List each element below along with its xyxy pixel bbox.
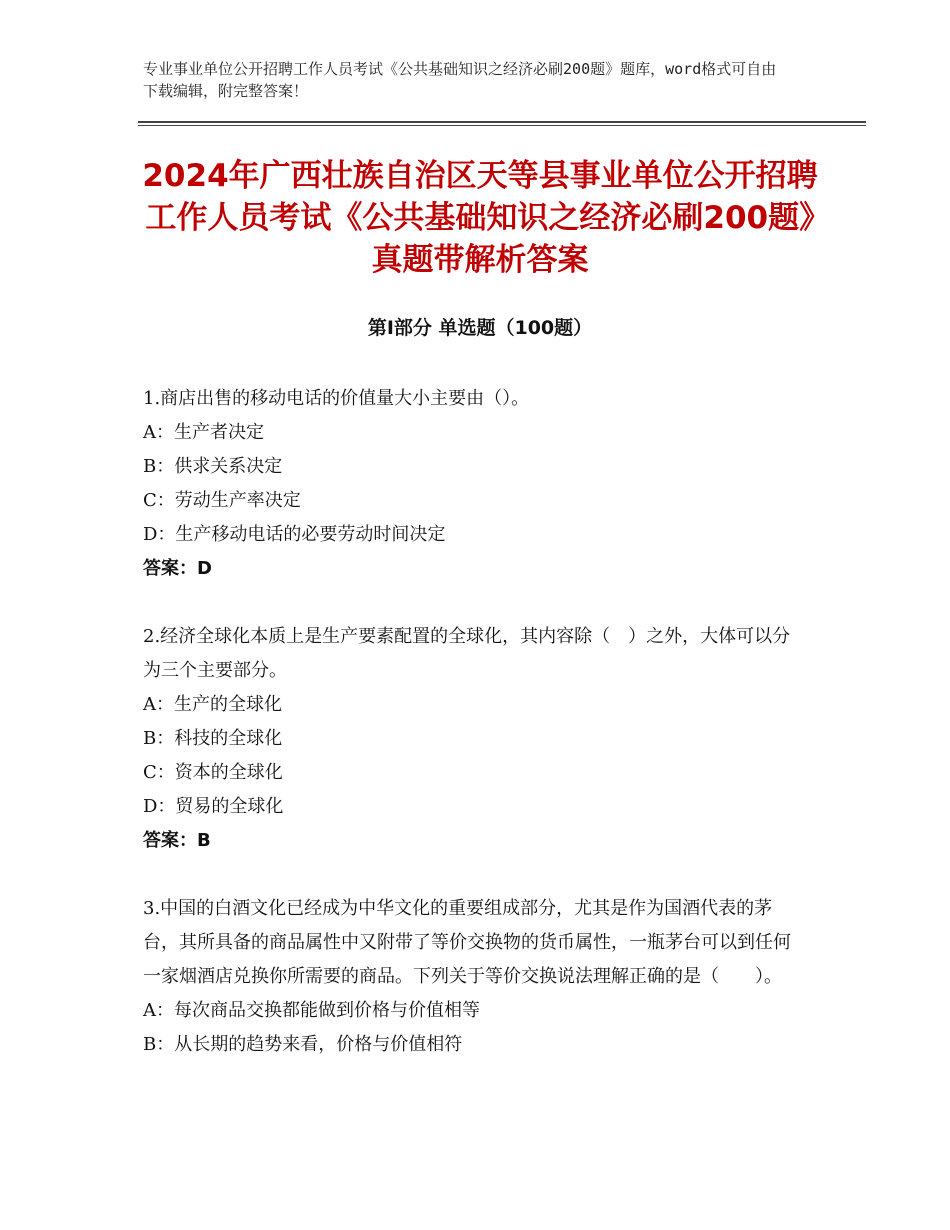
option-a: A：生产的全球化 bbox=[143, 694, 282, 715]
header-divider-thin bbox=[138, 125, 866, 126]
header-divider-thick bbox=[138, 121, 866, 123]
question-2 bbox=[143, 620, 803, 858]
question-stem: 1.商店出售的移动电话的价值量大小主要由（）。 bbox=[143, 388, 530, 409]
option-b: B：供求关系决定 bbox=[143, 456, 283, 477]
option-c: C：劳动生产率决定 bbox=[143, 490, 301, 511]
answer-label: 答案：B bbox=[143, 830, 211, 851]
question-stem: 3.中国的白酒文化已经成为中华文化的重要组成部分，尤其是作为国酒代表的茅台，其所具备的商品属性中又附带了等价交换物的货币属性，一瓶茅台可以到任何一家烟酒店兑换你所需要的商品。下列关于等价交换说法理解正确的是（ ）。 bbox=[143, 898, 791, 987]
option-a: A：生产者决定 bbox=[143, 422, 264, 443]
option-d: D：生产移动电话的必要劳动时间决定 bbox=[143, 524, 446, 545]
option-b: B：从长期的趋势来看，价格与价值相符 bbox=[143, 1034, 463, 1055]
question-1 bbox=[143, 382, 803, 586]
answer-label: 答案：D bbox=[143, 558, 212, 579]
option-a: A：每次商品交换都能做到价格与价值相等 bbox=[143, 1000, 480, 1021]
section-title: 第Ⅰ部分 单选题（100题） bbox=[367, 317, 593, 339]
question-3 bbox=[143, 892, 803, 1062]
option-b: B：科技的全球化 bbox=[143, 728, 283, 749]
question-list bbox=[143, 382, 803, 1096]
option-d: D：贸易的全球化 bbox=[143, 796, 284, 817]
question-stem: 2.经济全球化本质上是生产要素配置的全球化，其内容除（ ）之外，大体可以分为三个主要部分。 bbox=[143, 626, 791, 681]
header-note: 专业事业单位公开招聘工作人员考试《公共基础知识之经济必刷200题》题库，word格式可自由下载编辑，附完整答案！ bbox=[143, 60, 777, 100]
option-c: C：资本的全球化 bbox=[143, 762, 283, 783]
document-title: 2024年广西壮族自治区天等县事业单位公开招聘工作人员考试《公共基础知识之经济必刷200题》真题带解析答案 bbox=[142, 158, 818, 278]
